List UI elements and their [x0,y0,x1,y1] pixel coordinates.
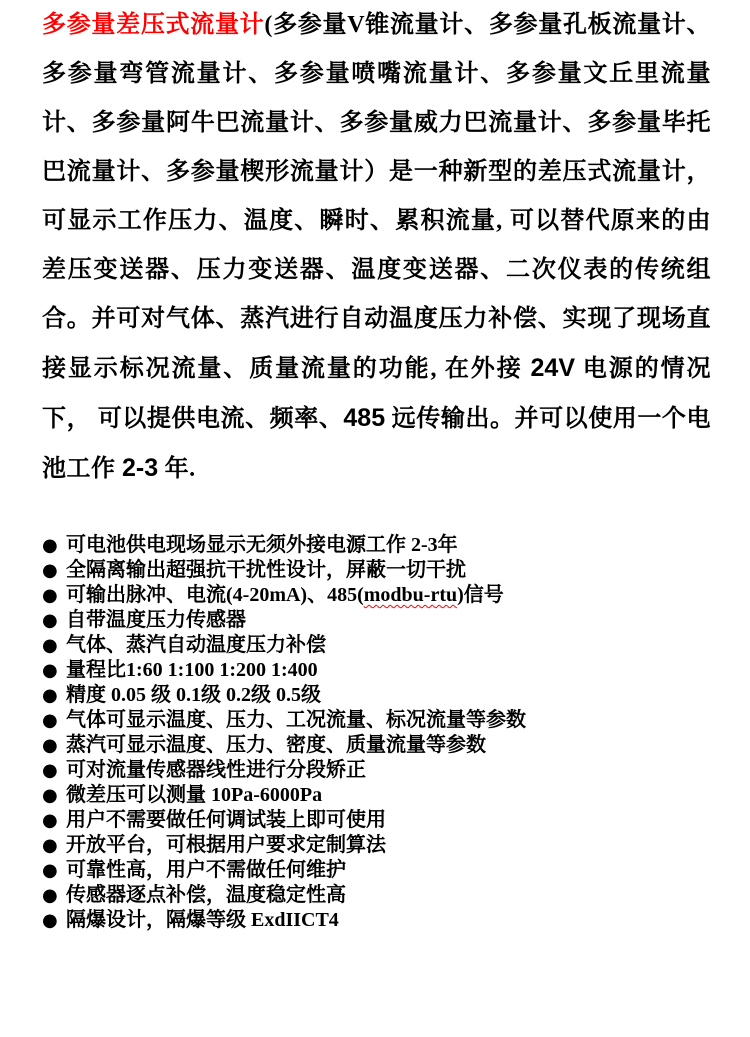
feature-item [42,708,711,733]
feature-text: 微差压可以测量 10Pa-6000Pa [66,784,323,806]
feature-item [42,608,711,633]
feature-item [42,783,711,808]
feature-text: 蒸汽可显示温度、压力、密度、质量流量等参数 [66,734,486,756]
bullet-icon: ● [42,835,58,856]
feature-item [42,583,711,608]
bullet-icon: ● [42,610,58,631]
feature-text: )信号 [457,584,504,606]
battery-years-value: 2-3 [122,454,159,482]
feature-item [42,858,711,883]
feature-text: 可电池供电现场显示无须外接电源工作 2-3年 [66,534,458,556]
feature-text: 可对流量传感器线性进行分段矫正 [66,759,366,781]
feature-text: 开放平台，可根据用户要求定制算法 [66,834,386,856]
feature-text: 气体可显示温度、压力、工况流量、标况流量等参数 [66,709,526,731]
intro-paragraph [42,1,711,494]
bullet-icon: ● [42,735,58,756]
feature-text: 自带温度压力传感器 [66,609,246,631]
feature-text: 全隔离输出超强抗干扰性设计，屏蔽一切干扰 [66,559,466,581]
bullet-icon: ● [42,885,58,906]
feature-text: 隔爆设计，隔爆等级 ExdIICT4 [66,909,339,931]
bullet-icon: ● [42,660,58,681]
misspelled-word: modbu-rtu [363,584,458,606]
bullet-icon: ● [42,560,58,581]
feature-item [42,533,711,558]
feature-item [42,633,711,658]
feature-item [42,833,711,858]
intro-text-1: (多参量V锥流量计、多参量孔板流量计、多参量弯管流量计、多参量喷嘴流量计、多参量文丘里流量计、多参量阿牛巴流量计、多参量威力巴流量计、多参量毕托巴流量计、多参量楔形流量计）是一种新型的差压式流量计，可显示工作压力、温度、瞬时、累积流量, 可以替代原来的由差压变送器、压力变送器、温度变送器、二次仪表的传统组合。并可对气体、蒸汽进行自动温度压力补偿、实现了现场直接显示标况流量、质量流量的功能, 在外接 [42,12,711,382]
feature-text: 传感器逐点补偿，温度稳定性高 [66,884,346,906]
bullet-icon: ● [42,585,58,606]
intro-text-4: 年. [158,456,196,482]
feature-list [42,533,711,933]
bullet-icon: ● [42,810,58,831]
product-title: 多参量差压式流量计 [42,12,265,38]
intro-text-3: 远传输出。并可以使用一个电池工作 [42,406,711,482]
feature-item [42,733,711,758]
bullet-icon: ● [42,685,58,706]
feature-item [42,658,711,683]
bullet-icon: ● [42,860,58,881]
rs485-value: 485 [343,404,386,432]
bullet-icon: ● [42,785,58,806]
feature-text: 用户不需要做任何调试装上即可使用 [66,809,386,831]
feature-item [42,558,711,583]
feature-text: 可靠性高，用户不需做任何维护 [66,859,346,881]
feature-item [42,758,711,783]
feature-item [42,808,711,833]
bullet-icon: ● [42,760,58,781]
intro-text-2: 电源的情况下， 可以提供电流、频率、 [42,356,712,432]
feature-text: 气体、蒸汽自动温度压力补偿 [66,634,326,656]
bullet-icon: ● [42,535,58,556]
feature-text: 量程比1:60 1:100 1:200 1:400 [66,659,318,681]
voltage-value: 24V [530,354,575,382]
feature-item [42,908,711,933]
feature-item [42,883,711,908]
feature-text: 精度 0.05 级 0.1级 0.2级 0.5级 [66,684,321,706]
bullet-icon: ● [42,910,58,931]
feature-text: 可输出脉冲、电流(4-20mA)、485( [66,584,364,606]
bullet-icon: ● [42,710,58,731]
feature-item [42,683,711,708]
bullet-icon: ● [42,635,58,656]
